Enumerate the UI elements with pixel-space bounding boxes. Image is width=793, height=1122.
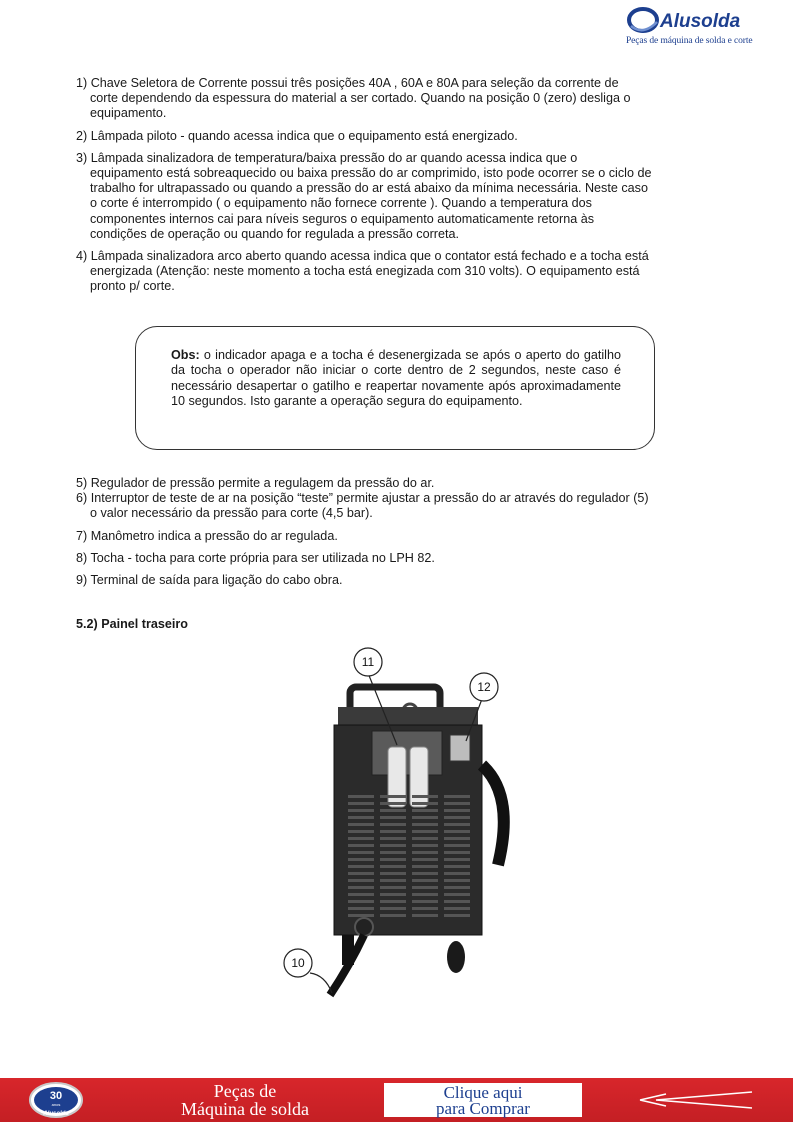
grille-slot bbox=[412, 879, 438, 882]
list-item-line: componentes internos cai para níveis seguros o equipamento automaticamente retorna às bbox=[90, 211, 595, 226]
grille-slot bbox=[380, 802, 406, 805]
grille-slot bbox=[412, 858, 438, 861]
grille-slot bbox=[348, 907, 374, 910]
grille-slot bbox=[380, 872, 406, 875]
grille-slot bbox=[380, 816, 406, 819]
observation-text bbox=[171, 348, 621, 410]
grille-slot bbox=[444, 914, 470, 917]
list-item bbox=[76, 129, 726, 144]
buy-line-1: Clique aqui bbox=[443, 1083, 523, 1102]
list-item-line: 3) Lâmpada sinalizadora de temperatura/baixa pressão do ar quando acessa indica que o bbox=[76, 150, 578, 165]
list-item bbox=[76, 151, 726, 242]
list-item-line: 2) Lâmpada piloto - quando acessa indica que o equipamento está energizado. bbox=[76, 128, 518, 143]
grille-slot bbox=[444, 837, 470, 840]
left-foot bbox=[342, 935, 354, 965]
grille-slot bbox=[412, 914, 438, 917]
grille-slot bbox=[444, 893, 470, 896]
list-item bbox=[76, 573, 726, 588]
list-item-line: condições de operação ou quando for regulada a pressão correta. bbox=[90, 226, 459, 241]
grille-slot bbox=[348, 823, 374, 826]
grille-slot bbox=[444, 886, 470, 889]
grille-slot bbox=[412, 795, 438, 798]
grille-slot bbox=[380, 837, 406, 840]
arrow-left-icon[interactable] bbox=[636, 1086, 754, 1114]
panel-items-continued bbox=[76, 476, 726, 595]
grille-slot bbox=[380, 830, 406, 833]
callout-10-label: 10 bbox=[291, 956, 305, 970]
grille-slot bbox=[444, 802, 470, 805]
list-item-line: energizada (Atenção: neste momento a tocha está enegizada com 310 volts). O equipamento está bbox=[90, 264, 640, 279]
list-item bbox=[76, 249, 726, 295]
grille-slot bbox=[380, 844, 406, 847]
grille-slot bbox=[380, 809, 406, 812]
list-item-line: o valor necessário da pressão para corte (4,5 bar). bbox=[90, 506, 373, 521]
anniversary-badge bbox=[26, 1081, 106, 1119]
grille-slot bbox=[412, 837, 438, 840]
list-item-line: 4) Lâmpada sinalizadora arco aberto quando acessa indica que o contator está fechado e a tocha está bbox=[76, 249, 649, 264]
buy-line-2: para Comprar bbox=[436, 1099, 530, 1118]
grille-slot bbox=[444, 865, 470, 868]
grille-slot bbox=[380, 795, 406, 798]
list-item-line: 9) Terminal de saída para ligação do cabo obra. bbox=[76, 573, 343, 588]
grille-slot bbox=[412, 900, 438, 903]
grille-slot bbox=[412, 844, 438, 847]
observation-box bbox=[135, 326, 655, 450]
grille-slot bbox=[412, 809, 438, 812]
list-item-line: 5) Regulador de pressão permite a regulagem da pressão do ar. bbox=[76, 476, 435, 490]
buy-button[interactable] bbox=[384, 1083, 582, 1117]
grille-slot bbox=[444, 844, 470, 847]
grille-slot bbox=[444, 858, 470, 861]
list-item-line: pronto p/ corte. bbox=[90, 279, 175, 294]
brand-tagline: Peças de máquina de solda e corte bbox=[626, 36, 753, 46]
grille-slot bbox=[412, 886, 438, 889]
list-item-line: corte dependendo da espessura do material a ser cortado. Quando na posição 0 (zero) desliga o bbox=[90, 91, 631, 106]
grille-slot bbox=[444, 851, 470, 854]
list-item-line: 7) Manômetro indica a pressão do ar regulada. bbox=[76, 528, 338, 543]
grille-slot bbox=[412, 872, 438, 875]
torch-hose bbox=[482, 765, 504, 865]
list-item-line: equipamento está sobreaquecido ou baixa pressão do ar comprimido, isto pode ocorrer se o ciclo de bbox=[90, 166, 652, 181]
grille-slot bbox=[348, 816, 374, 819]
alusolda-wordmark bbox=[626, 6, 776, 34]
badge-sub: anos bbox=[51, 1102, 61, 1107]
observation-label: Obs: bbox=[171, 348, 200, 362]
list-item bbox=[76, 491, 726, 521]
grille-slot bbox=[348, 809, 374, 812]
callout-10 bbox=[284, 949, 332, 993]
grille-slot bbox=[444, 809, 470, 812]
parts-line-1: Peças de bbox=[213, 1081, 277, 1101]
grille-slot bbox=[412, 802, 438, 805]
callout-11-label: 11 bbox=[361, 655, 375, 669]
grille-slot bbox=[380, 886, 406, 889]
section-title: 5.2) Painel traseiro bbox=[76, 617, 188, 631]
grille-slot bbox=[444, 879, 470, 882]
grille-slot bbox=[380, 879, 406, 882]
observation-body: o indicador apaga e a tocha é desenergizada se após o aperto do gatilho da tocha o operador não iniciar o corte dentro de 2 segundos, neste caso é necessário desapertar o gatilho e reapertar novamente após aproximadamente 10 segundos. Isto garante a operação segura do equipamento. bbox=[171, 348, 621, 409]
grille-slot bbox=[444, 823, 470, 826]
list-item-line: 6) Interruptor de teste de ar na posição “teste” permite ajustar a pressão do ar através do regulador (5) bbox=[76, 491, 649, 506]
grille-slot bbox=[380, 907, 406, 910]
grille-slot bbox=[444, 795, 470, 798]
grille-slot bbox=[412, 816, 438, 819]
front-panel-items bbox=[76, 76, 726, 302]
grille-slot bbox=[412, 893, 438, 896]
list-item bbox=[76, 76, 726, 122]
grille-slot bbox=[348, 795, 374, 798]
right-wheel bbox=[447, 941, 465, 973]
footer-banner bbox=[0, 1078, 793, 1122]
rear-panel-photo bbox=[270, 645, 520, 1025]
alusolda-logo bbox=[618, 2, 778, 52]
grille-slot bbox=[348, 851, 374, 854]
grille-slot bbox=[348, 879, 374, 882]
grille-slot bbox=[348, 872, 374, 875]
grille-slot bbox=[412, 830, 438, 833]
grille-slot bbox=[380, 893, 406, 896]
grille-slot bbox=[380, 823, 406, 826]
grille-slot bbox=[412, 851, 438, 854]
grille-slot bbox=[444, 830, 470, 833]
grille-slot bbox=[380, 865, 406, 868]
grille-slot bbox=[444, 907, 470, 910]
grille-slot bbox=[444, 872, 470, 875]
badge-number: 30 bbox=[49, 1090, 63, 1102]
grille-slot bbox=[348, 802, 374, 805]
grille-slot bbox=[412, 823, 438, 826]
grille-slot bbox=[348, 837, 374, 840]
grille-slot bbox=[348, 893, 374, 896]
list-item-line: 8) Tocha - tocha para corte própria para ser utilizada no LPH 82. bbox=[76, 550, 435, 565]
list-item-line: equipamento. bbox=[90, 106, 167, 121]
list-item-line: o corte é interrompido ( o equipamento não fornece corrente ). Quando a temperatura dos bbox=[90, 196, 592, 211]
grille-slot bbox=[380, 858, 406, 861]
grille-slot bbox=[380, 914, 406, 917]
brand-text: Alusolda bbox=[660, 11, 741, 32]
grille-slot bbox=[444, 816, 470, 819]
list-item bbox=[76, 529, 726, 544]
badge-brand: Alusolda bbox=[43, 1111, 69, 1117]
filter-plate bbox=[372, 731, 442, 775]
grille-slot bbox=[348, 914, 374, 917]
grille-slot bbox=[348, 830, 374, 833]
list-item bbox=[76, 551, 726, 566]
parts-line-2: Máquina de solda bbox=[181, 1099, 309, 1119]
grille-slot bbox=[412, 865, 438, 868]
grille-slot bbox=[412, 907, 438, 910]
grille-slot bbox=[380, 900, 406, 903]
grille-slot bbox=[348, 844, 374, 847]
parts-slogan bbox=[130, 1082, 360, 1118]
grille-slot bbox=[348, 900, 374, 903]
grille-slot bbox=[444, 900, 470, 903]
grille-slot bbox=[348, 865, 374, 868]
grille-slot bbox=[348, 858, 374, 861]
list-item-line: trabalho for ultrapassado ou quando a pressão do ar está abaixo da mínima necessária. Neste caso bbox=[90, 181, 648, 196]
output-terminal bbox=[355, 918, 373, 936]
callout-12-label: 12 bbox=[477, 680, 491, 694]
list-item-line: 1) Chave Seletora de Corrente possui três posições 40A , 60A e 80A para seleção da corrente de bbox=[76, 76, 619, 90]
list-item bbox=[76, 476, 726, 491]
grille-slot bbox=[380, 851, 406, 854]
grille-slot bbox=[348, 886, 374, 889]
